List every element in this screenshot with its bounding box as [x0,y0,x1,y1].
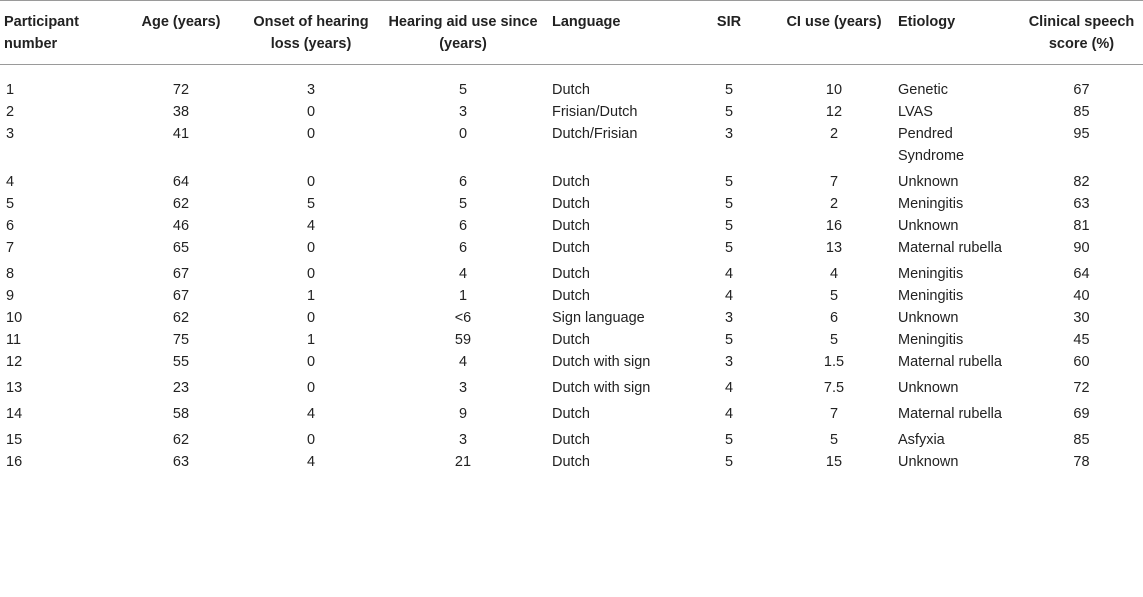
cell-language: Dutch [552,266,590,282]
header-onset: Onset of hearing loss (years) [244,1,378,65]
cell-sir: 4 [724,380,734,396]
header-row [0,1,1143,65]
cell-language: Dutch [552,332,590,348]
cell-age: 38 [172,104,190,120]
cell-language: Dutch with sign [552,354,651,370]
cell-language: Frisian/Dutch [552,104,638,120]
cell-language: Sign language [552,310,645,326]
cell-ci-use: 7 [829,174,839,190]
cell-age: 41 [172,126,190,142]
cell-onset: 4 [306,406,316,422]
table-row [0,215,1143,237]
cell-etiology: Unknown [898,218,959,234]
cell-age: 58 [172,406,190,422]
cell-participant: 16 [6,454,23,470]
cell-etiology: Asfyxia [898,432,945,448]
cell-etiology: Meningitis [898,288,964,304]
cell-onset: 4 [306,454,316,470]
cell-language: Dutch [552,240,590,256]
table-row [0,329,1143,351]
cell-onset: 0 [306,240,316,256]
cell-ci-use: 2 [829,196,839,212]
cell-ci-use: 4 [829,266,839,282]
cell-age: 62 [172,310,190,326]
cell-hearing-aid: 6 [458,174,468,190]
cell-participant: 9 [6,288,15,304]
cell-etiology: Maternal rubella [898,240,1002,256]
cell-speech-score: 78 [1073,454,1090,470]
cell-ci-use: 13 [825,240,843,256]
cell-speech-score: 45 [1073,332,1090,348]
header-sir: SIR [684,1,774,65]
cell-etiology: Maternal rubella [898,406,1002,422]
cell-participant: 4 [6,174,15,190]
cell-participant: 6 [6,218,15,234]
cell-age: 72 [172,82,190,98]
cell-participant: 8 [6,266,15,282]
cell-participant: 5 [6,196,15,212]
cell-language: Dutch [552,432,590,448]
cell-speech-score: 67 [1073,82,1090,98]
cell-onset: 0 [306,354,316,370]
table-row [0,123,1143,171]
cell-etiology: Unknown [898,454,959,470]
cell-sir: 5 [724,454,734,470]
cell-age: 65 [172,240,190,256]
header-participant-number: Participant number [0,1,118,65]
table-row [0,65,1143,102]
cell-speech-score: 81 [1073,218,1090,234]
table-row [0,285,1143,307]
cell-onset: 3 [306,82,316,98]
table-row [0,171,1143,193]
cell-onset: 1 [306,332,316,348]
cell-ci-use: 1.5 [823,354,845,370]
table-row [0,307,1143,329]
cell-sir: 5 [724,240,734,256]
cell-sir: 3 [724,126,734,142]
cell-etiology: Unknown [898,310,959,326]
cell-participant: 11 [6,332,22,348]
cell-ci-use: 10 [825,82,843,98]
table-row [0,237,1143,263]
cell-participant: 12 [6,354,23,370]
cell-speech-score: 90 [1073,240,1090,256]
cell-hearing-aid: 3 [458,432,468,448]
cell-sir: 4 [724,266,734,282]
cell-hearing-aid: <6 [454,310,472,326]
cell-onset: 1 [306,288,316,304]
cell-language: Dutch with sign [552,380,651,396]
cell-onset: 0 [306,432,316,448]
cell-ci-use: 2 [829,126,839,142]
cell-age: 62 [172,196,190,212]
cell-hearing-aid: 4 [458,266,468,282]
cell-participant: 2 [6,104,15,120]
cell-sir: 5 [724,332,734,348]
cell-ci-use: 7 [829,406,839,422]
cell-hearing-aid: 9 [458,406,468,422]
cell-language: Dutch [552,196,590,212]
cell-sir: 5 [724,432,734,448]
cell-etiology: Genetic [898,82,948,98]
cell-onset: 0 [306,104,316,120]
cell-onset: 0 [306,310,316,326]
cell-participant: 13 [6,380,23,396]
cell-sir: 3 [724,310,734,326]
cell-speech-score: 64 [1073,266,1090,282]
header-etiology: Etiology [894,1,1020,65]
header-language: Language [548,1,684,65]
cell-speech-score: 69 [1073,406,1090,422]
table-row [0,101,1143,123]
header-hearing-aid: Hearing aid use since (years) [378,1,548,65]
cell-age: 55 [172,354,190,370]
table-row [0,377,1143,403]
cell-hearing-aid: 4 [458,354,468,370]
cell-speech-score: 30 [1073,310,1090,326]
cell-onset: 0 [306,266,316,282]
cell-sir: 5 [724,104,734,120]
cell-participant: 14 [6,406,23,422]
table-row [0,403,1143,429]
cell-speech-score: 63 [1073,196,1090,212]
cell-language: Dutch/Frisian [552,126,638,142]
cell-age: 67 [172,288,190,304]
cell-onset: 0 [306,380,316,396]
cell-language: Dutch [552,288,590,304]
cell-age: 62 [172,432,190,448]
cell-onset: 5 [306,196,316,212]
cell-ci-use: 5 [829,288,839,304]
cell-participant: 10 [6,310,23,326]
cell-etiology: Unknown [898,380,959,396]
cell-etiology: Unknown [898,174,959,190]
cell-etiology: Meningitis [898,266,964,282]
cell-age: 46 [172,218,190,234]
cell-hearing-aid: 0 [458,126,468,142]
cell-ci-use: 12 [825,104,843,120]
table-header [0,1,1143,65]
cell-participant: 1 [6,82,15,98]
cell-sir: 5 [724,218,734,234]
cell-ci-use: 15 [825,454,843,470]
cell-hearing-aid: 3 [458,380,468,396]
cell-age: 63 [172,454,190,470]
cell-speech-score: 85 [1073,104,1090,120]
cell-language: Dutch [552,218,590,234]
cell-ci-use: 7.5 [823,380,845,396]
cell-speech-score: 72 [1073,380,1090,396]
cell-age: 64 [172,174,190,190]
cell-language: Dutch [552,406,590,422]
cell-etiology: Meningitis [898,332,964,348]
cell-hearing-aid: 3 [458,104,468,120]
cell-ci-use: 5 [829,332,839,348]
table-row [0,193,1143,215]
cell-language: Dutch [552,454,590,470]
cell-ci-use: 5 [829,432,839,448]
table-row [0,451,1143,473]
cell-onset: 4 [306,218,316,234]
header-age: Age (years) [118,1,244,65]
cell-sir: 4 [724,406,734,422]
cell-sir: 5 [724,196,734,212]
cell-speech-score: 60 [1073,354,1090,370]
cell-age: 67 [172,266,190,282]
cell-speech-score: 95 [1073,126,1090,142]
cell-hearing-aid: 6 [458,240,468,256]
cell-sir: 5 [724,174,734,190]
cell-participant: 3 [6,126,15,142]
cell-hearing-aid: 59 [454,332,472,348]
cell-hearing-aid: 21 [454,454,472,470]
cell-speech-score: 40 [1073,288,1090,304]
cell-ci-use: 16 [825,218,843,234]
cell-hearing-aid: 5 [458,196,468,212]
cell-age: 23 [172,380,190,396]
header-speech-score: Clinical speech score (%) [1020,1,1143,65]
cell-onset: 0 [306,126,316,142]
cell-sir: 3 [724,354,734,370]
cell-language: Dutch [552,82,590,98]
cell-participant: 15 [6,432,23,448]
cell-participant: 7 [6,240,15,256]
cell-speech-score: 82 [1073,174,1090,190]
header-ci-use: CI use (years) [774,1,894,65]
cell-sir: 4 [724,288,734,304]
cell-onset: 0 [306,174,316,190]
cell-hearing-aid: 5 [458,82,468,98]
cell-etiology: LVAS [898,104,933,120]
cell-etiology: Meningitis [898,196,964,212]
table-row [0,263,1143,285]
cell-hearing-aid: 1 [458,288,468,304]
table-body [0,65,1143,474]
cell-etiology: Maternal rubella [898,354,1002,370]
cell-sir: 5 [724,82,734,98]
table-row [0,429,1143,451]
cell-speech-score: 85 [1073,432,1090,448]
cell-etiology: Pendred Syndrome [898,126,965,164]
cell-age: 75 [172,332,190,348]
cell-hearing-aid: 6 [458,218,468,234]
cell-ci-use: 6 [829,310,839,326]
table-row [0,351,1143,377]
cell-language: Dutch [552,174,590,190]
